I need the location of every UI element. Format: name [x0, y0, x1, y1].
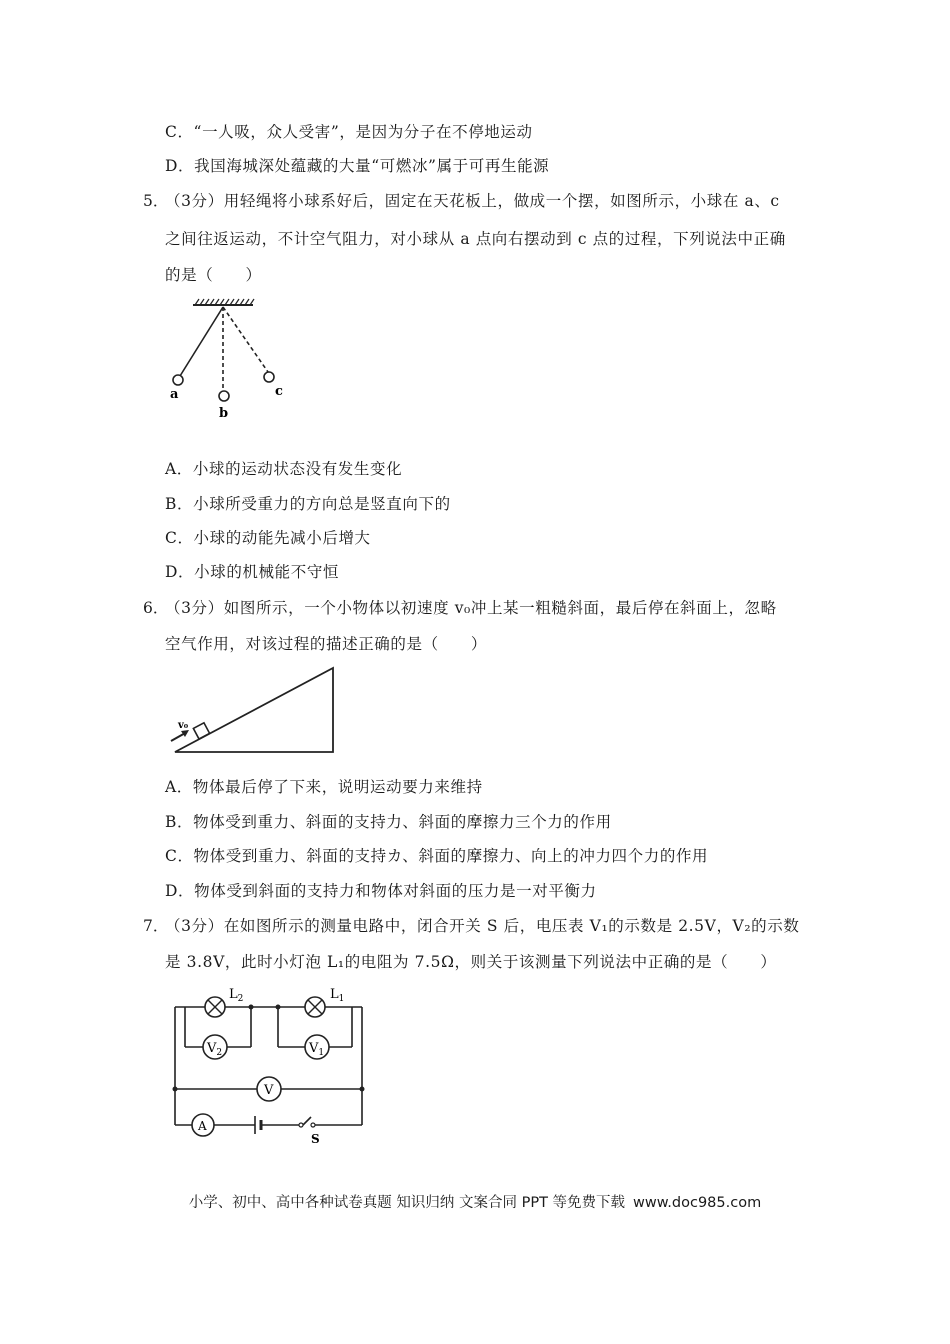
label-l1: L: [330, 987, 339, 1002]
footer-text: 小学、初中、高中各种试卷真题 知识归纳 文案合同 PPT 等免费下载: [188, 1195, 626, 1211]
q6-option-b: B．物体受到重力、斜面的支持力、斜面的摩擦力三个力的作用: [165, 813, 612, 831]
label-l1-sub: 1: [338, 994, 345, 1004]
label-l2-sub: 2: [237, 994, 244, 1004]
q5-stem-line2: 之间往返运动，不计空气阻力，对小球从 a 点向右摆动到 c 点的过程，下列说法中正确: [165, 230, 786, 248]
q5-option-b: B．小球所受重力的方向总是竖直向下的: [165, 495, 451, 513]
incline-label-v0: v₀: [178, 720, 189, 731]
label-v1: V: [309, 1041, 319, 1056]
q5-stem-line3: 的是（ ）: [165, 266, 262, 284]
svg-text:L1: [330, 987, 344, 1004]
footer-url[interactable]: www.doc985.com: [633, 1195, 762, 1211]
q5-option-c: C．小球的动能先减小后增大: [165, 529, 371, 547]
svg-text:L2: [229, 987, 243, 1004]
q7-stem-line1: （3分）在如图所示的测量电路中，闭合开关 S 后，电压表 V₁的示数是 2.5V，V₂的示数: [165, 917, 800, 935]
lamp-l1-icon: [305, 997, 325, 1017]
q5-option-a: A．小球的运动状态没有发生变化: [165, 460, 403, 478]
label-v1-sub: 1: [318, 1048, 325, 1058]
pendulum-label-a: a: [170, 387, 179, 402]
q4-option-d: D．我国海城深处蕴藏的大量“可燃冰”属于可再生能源: [165, 157, 550, 175]
circuit-figure: [165, 985, 375, 1145]
q7-number: 7．: [143, 917, 169, 935]
label-s: S: [311, 1132, 320, 1145]
q7-stem-line2: 是 3.8V，此时小灯泡 L₁的电阻为 7.5Ω，则关于该测量下列说法中正确的是（ ）: [165, 953, 777, 971]
q6-stem-line1: （3分）如图所示，一个小物体以初速度 v₀冲上某一粗糙斜面，最后停在斜面上，忽略: [165, 599, 777, 617]
label-v2-sub: 2: [216, 1048, 223, 1058]
label-v: V: [264, 1083, 274, 1098]
incline-figure: [165, 662, 345, 762]
pendulum-label-b: b: [219, 406, 229, 420]
q6-number: 6．: [143, 599, 169, 617]
label-v2: V: [207, 1041, 217, 1056]
q6-option-c: C．物体受到重力、斜面的支持カ、斜面的摩擦力、向上的冲力四个力的作用: [165, 847, 709, 865]
q5-stem-line1: （3分）用轻绳将小球系好后，固定在天花板上，做成一个摆，如图所示，小球在 a、c: [165, 192, 780, 210]
page-footer: [0, 1191, 950, 1212]
q5-option-d: D．小球的机械能不守恒: [165, 563, 340, 581]
q6-option-a: A．物体最后停了下来，说明运动要力来维持: [165, 778, 483, 796]
q4-option-c: C．“一人吸，众人受害”，是因为分子在不停地运动: [165, 123, 533, 141]
pendulum-label-c: c: [275, 384, 283, 399]
pendulum-figure: [165, 295, 305, 420]
label-a: A: [198, 1119, 207, 1133]
q5-number: 5．: [143, 192, 169, 210]
q6-option-d: D．物体受到斜面的支持力和物体对斜面的压力是一对平衡力: [165, 882, 597, 900]
lamp-l2-icon: [205, 997, 225, 1017]
label-l2: L: [229, 987, 238, 1002]
q6-stem-line2: 空气作用，对该过程的描述正确的是（ ）: [165, 635, 488, 653]
